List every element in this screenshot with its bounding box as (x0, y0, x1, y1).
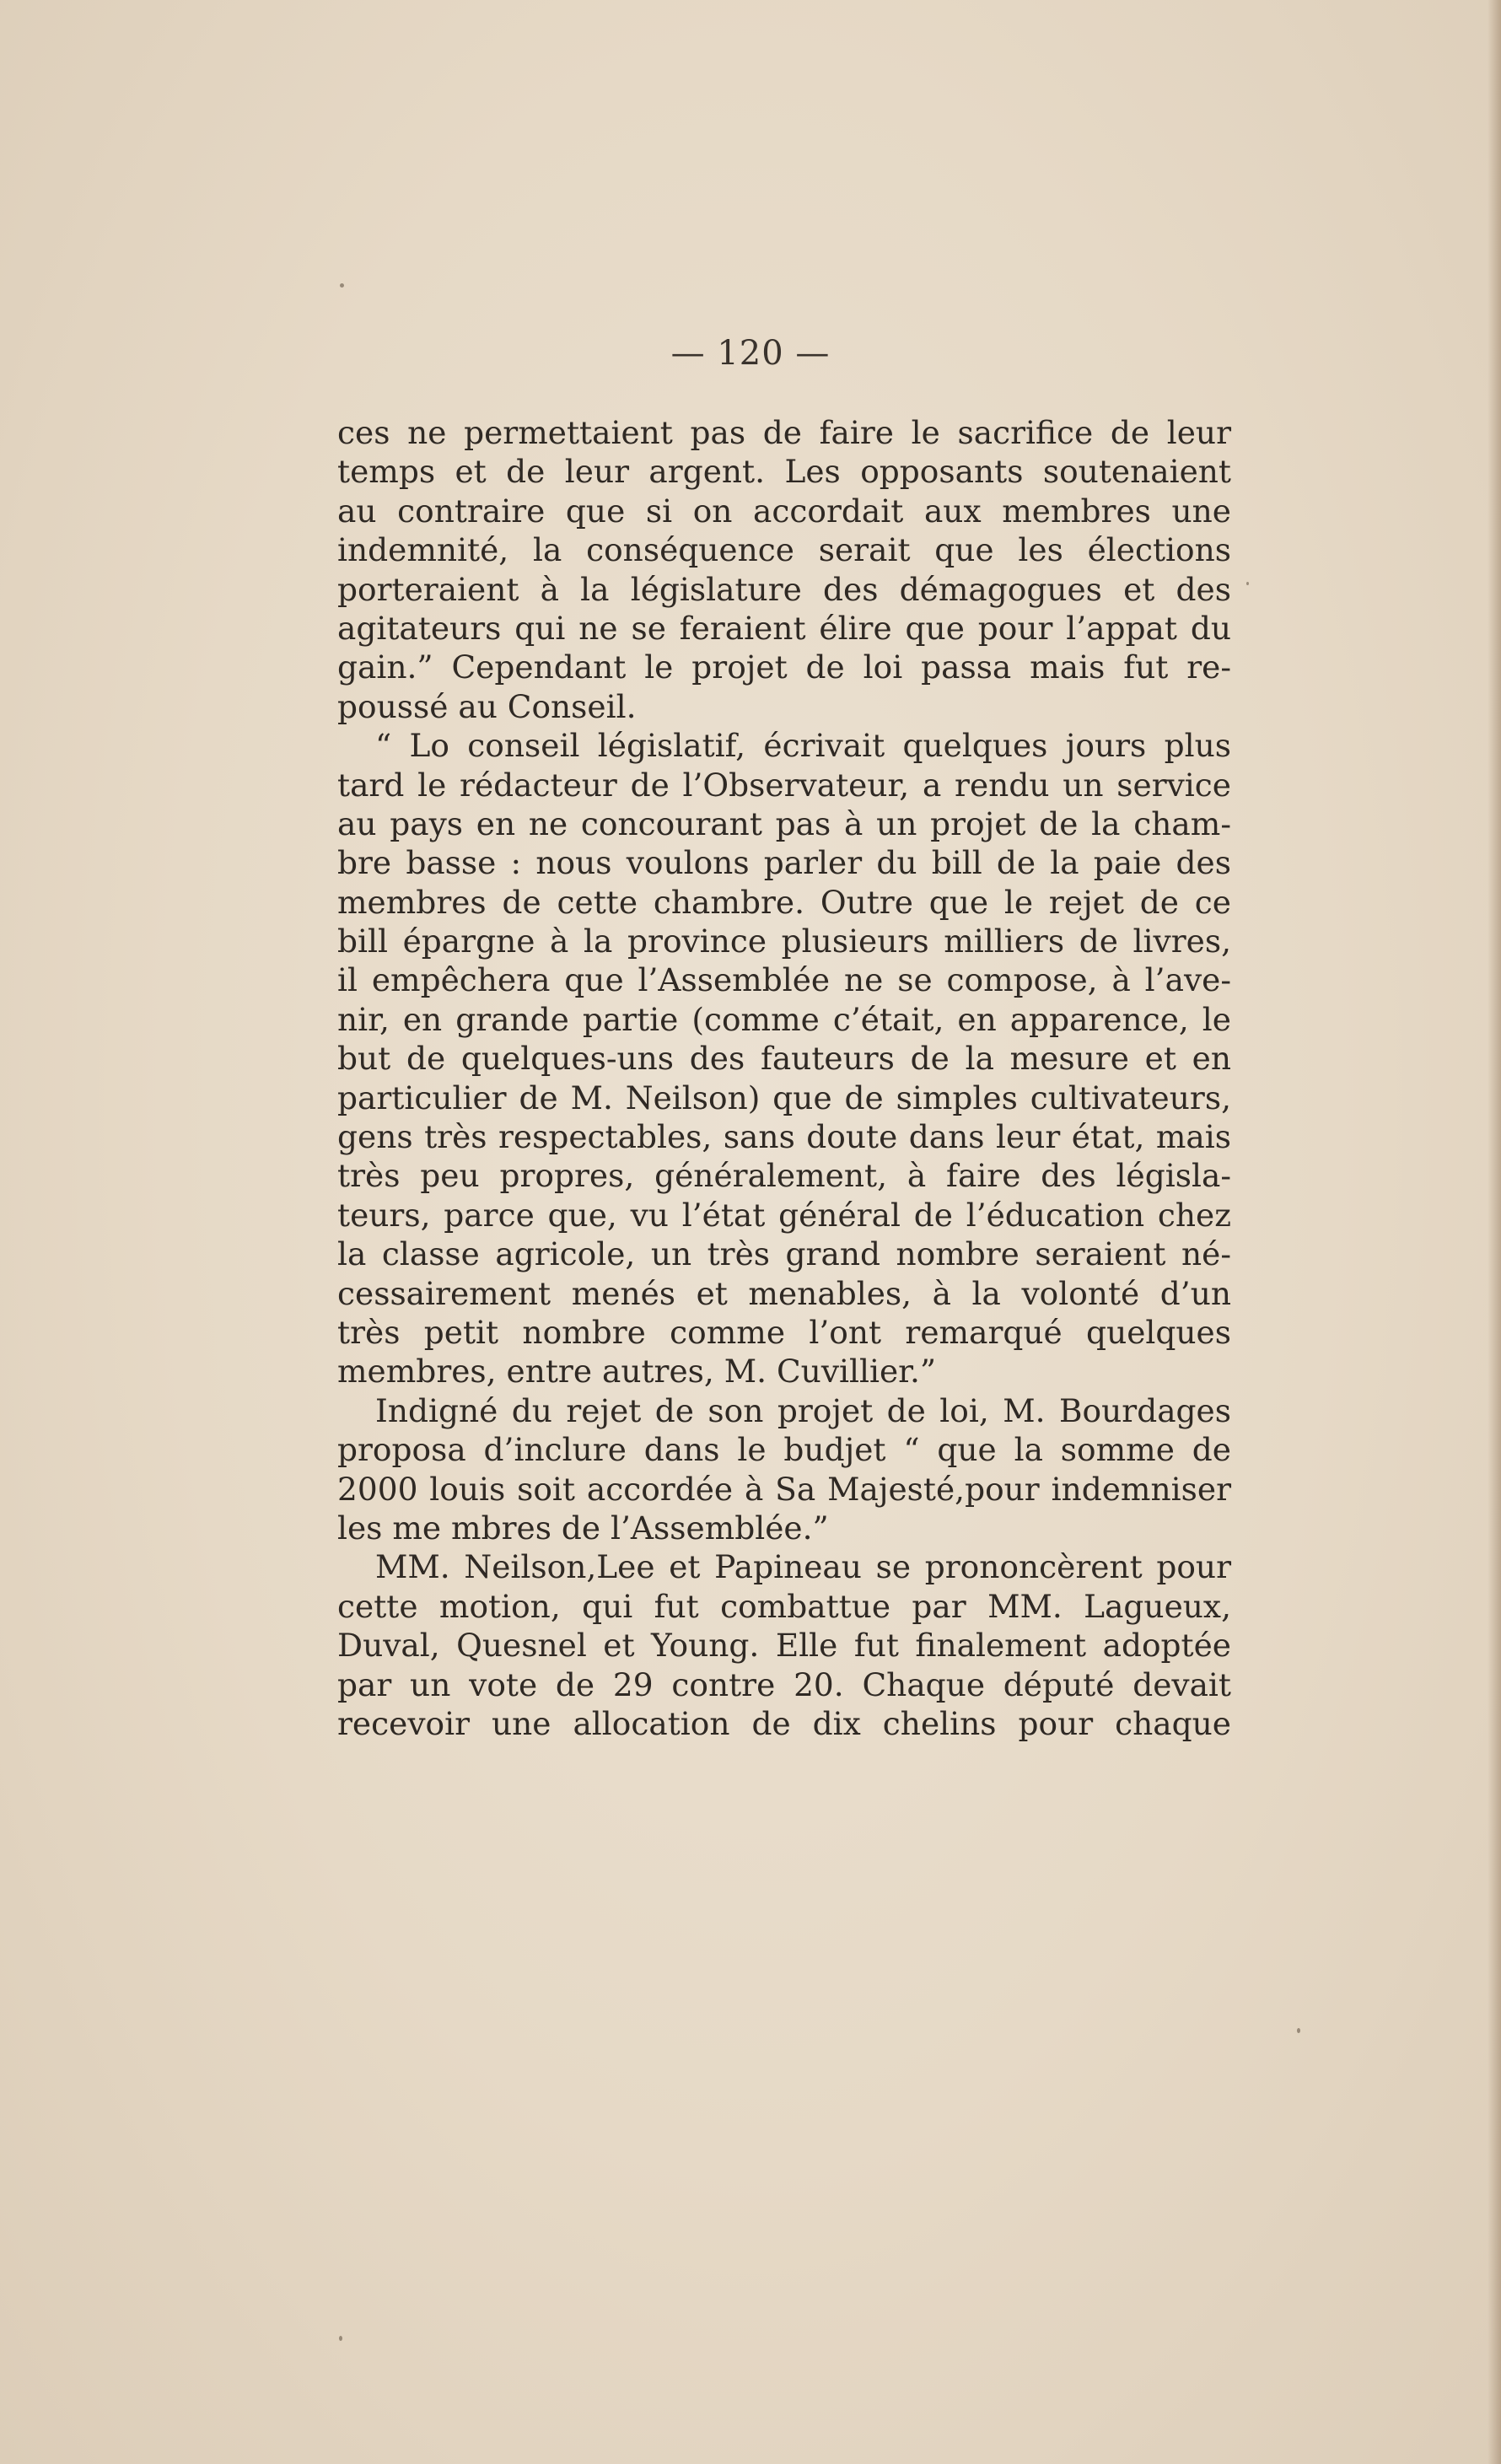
text-line: bill épargne à la province plusieurs milliers de livres, (337, 923, 1231, 960)
text-line: la classe agricole, un très grand nombre seraient né- (337, 1235, 1231, 1273)
text-line: les me mbres de l’Assemblée.” (337, 1509, 829, 1547)
text-line: très petit nombre comme l’ont remarqué quelques (337, 1313, 1231, 1351)
text-line: “ Lo conseil législatif, écrivait quelques jours plus (375, 727, 1231, 765)
text-line: membres, entre autres, M. Cuvillier.” (337, 1353, 937, 1391)
text-line: proposa d’inclure dans le budjet “ que la somme de (337, 1431, 1231, 1469)
page-number: — 120 — (670, 334, 831, 373)
text-line: gain.” Cependant le projet de loi passa mais fut re- (337, 648, 1231, 686)
text-line: bre basse : nous voulons parler du bill de la paie des (337, 844, 1231, 882)
text-line: recevoir une allocation de dix chelins pour chaque (337, 1704, 1231, 1742)
text-line: ces ne permettaient pas de faire le sacrifice de leur (337, 414, 1231, 451)
text-line: particulier de M. Neilson) que de simples cultivateurs, (337, 1079, 1231, 1116)
text-line: Indigné du rejet de son projet de loi, M. Bourdages (375, 1391, 1231, 1429)
text-line: but de quelques-uns des fauteurs de la mesure et en (337, 1040, 1231, 1078)
paper-speck (339, 2336, 342, 2341)
paper-speck (1246, 582, 1249, 585)
text-line: indemnité, la conséquence serait que les élections (337, 531, 1231, 569)
text-line: au contraire que si on accordait aux membres une (337, 492, 1231, 530)
text-line: teurs, parce que, vu l’état général de l’éducation chez (337, 1196, 1231, 1234)
text-line: au pays en ne concourant pas à un projet de la cham- (337, 804, 1231, 842)
paper-speck (340, 283, 344, 288)
text-line: très peu propres, généralement, à faire des législa- (337, 1157, 1231, 1195)
paper-speck (1297, 2028, 1300, 2033)
text-line: 2000 louis soit accordée à Sa Majesté,pour indemniser (337, 1470, 1231, 1508)
text-line: cessairement menés et menables, à la volonté d’un (337, 1274, 1231, 1312)
text-line: porteraient à la législature des démagogues et des (337, 570, 1231, 608)
text-line: il empêchera que l’Assemblée ne se compose, à l’ave- (337, 961, 1231, 999)
text-line: nir, en grande partie (comme c’était, en apparence, le (337, 1000, 1231, 1038)
text-line: tard le rédacteur de l’Observateur, a rendu un service (337, 766, 1231, 804)
text-line: agitateurs qui ne se feraient élire que pour l’appat du (337, 609, 1231, 647)
text-line: membres de cette chambre. Outre que le rejet de ce (337, 883, 1231, 921)
text-line: gens très respectables, sans doute dans leur état, mais (337, 1118, 1231, 1156)
text-line: cette motion, qui fut combattue par MM. Lagueux, (337, 1587, 1231, 1625)
body-text (337, 413, 1231, 1743)
text-line: temps et de leur argent. Les opposants soutenaient (337, 453, 1231, 491)
text-line: poussé au Conseil. (337, 687, 637, 725)
text-line: MM. Neilson,Lee et Papineau se prononcèrent pour (375, 1548, 1231, 1586)
text-line: Duval, Quesnel et Young. Elle fut finalement adoptée (337, 1627, 1231, 1665)
text-line: par un vote de 29 contre 20. Chaque député devait (337, 1665, 1231, 1703)
